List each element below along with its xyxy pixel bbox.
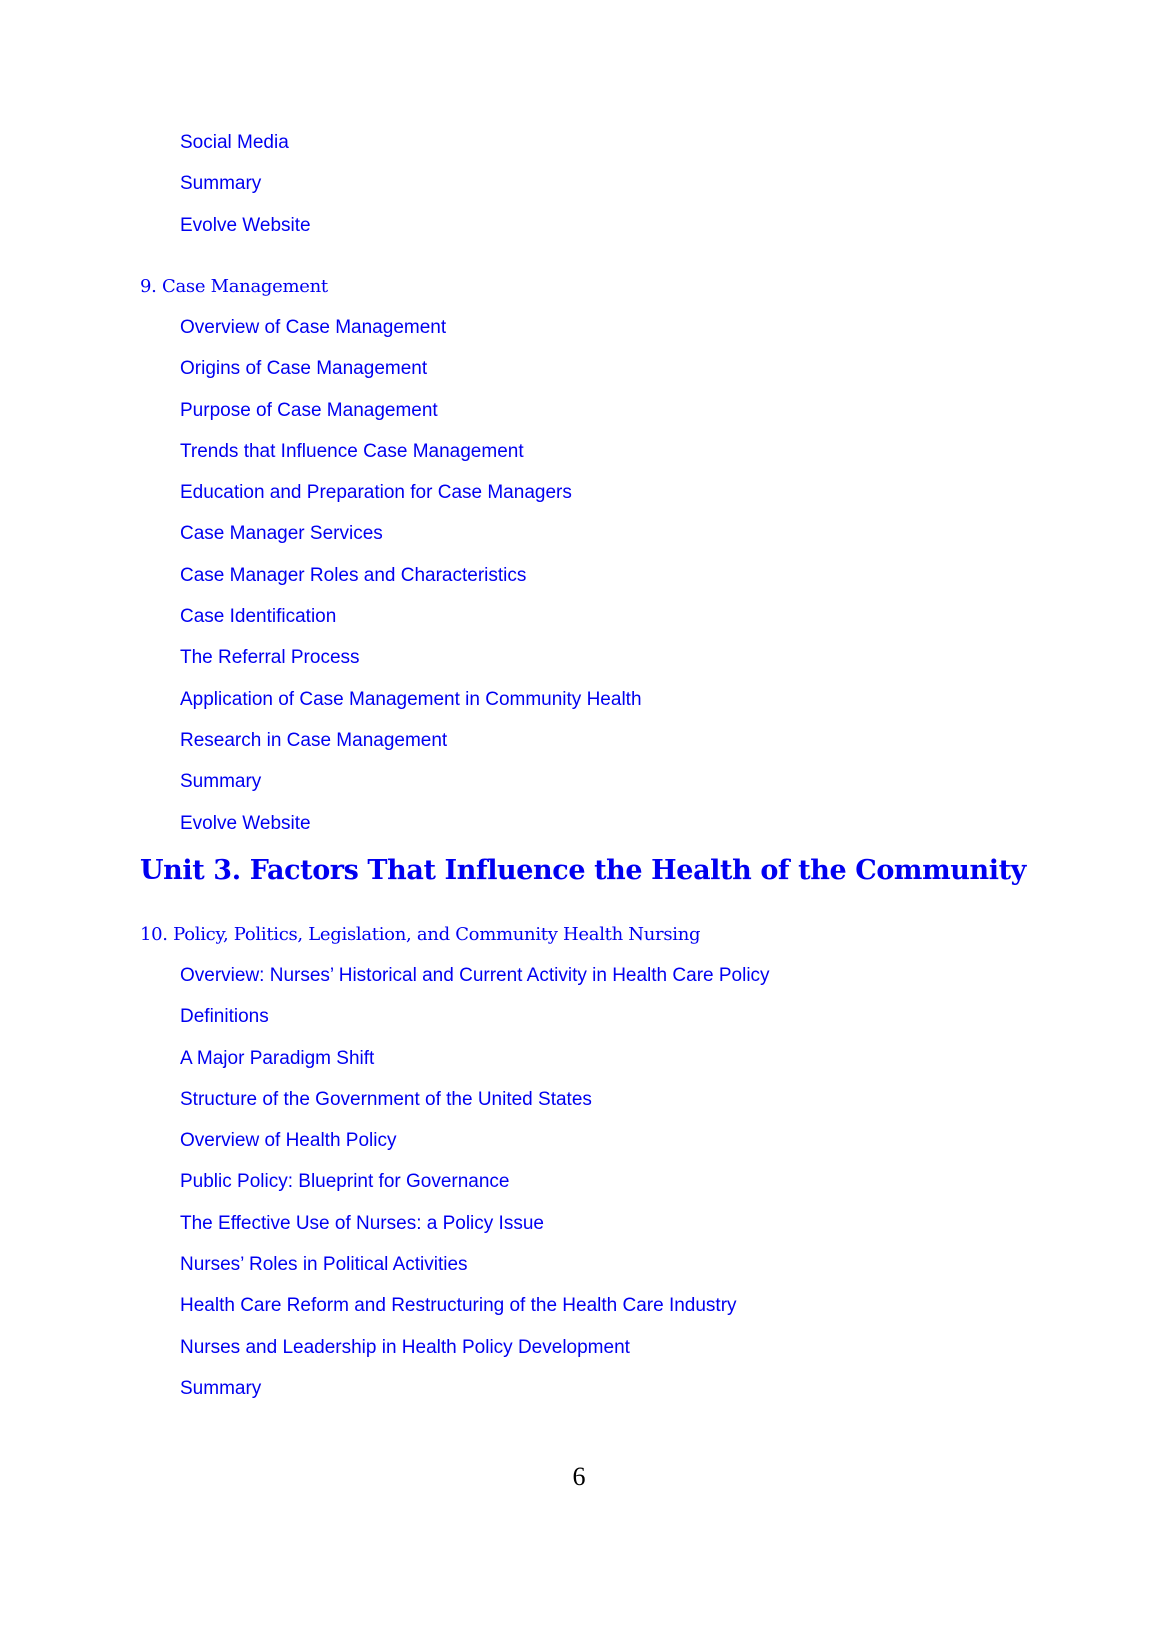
toc-link[interactable]: Health Care Reform and Restructuring of the Health Care Industry bbox=[180, 1295, 737, 1317]
toc-link[interactable]: Evolve Website bbox=[180, 812, 311, 834]
page-number: 6 bbox=[572, 1462, 586, 1491]
toc-link[interactable]: Education and Preparation for Case Managers bbox=[180, 482, 572, 504]
toc-link[interactable]: Overview: Nurses’ Historical and Current Activity in Health Care Policy bbox=[180, 965, 770, 986]
chapter-10-items bbox=[0, 955, 1158, 1409]
toc-link[interactable]: Trends that Influence Case Management bbox=[180, 440, 524, 462]
chapter-10-section bbox=[0, 914, 1158, 1409]
toc-link[interactable]: Research in Case Management bbox=[180, 729, 448, 751]
unit-3-section bbox=[0, 846, 1158, 896]
toc-link[interactable]: Case Identification bbox=[180, 606, 337, 628]
toc-link[interactable]: Application of Case Management in Community Health bbox=[180, 688, 642, 710]
toc-link[interactable]: Public Policy: Blueprint for Governance bbox=[180, 1171, 510, 1193]
chapter-9-link[interactable]: 9. Case Management bbox=[140, 276, 328, 297]
toc-link[interactable]: Origins of Case Management bbox=[180, 358, 428, 380]
toc-link[interactable]: Case Manager Services bbox=[180, 523, 383, 545]
toc-link[interactable]: Structure of the Government of the United States bbox=[180, 1088, 592, 1110]
toc-link[interactable]: A Major Paradigm Shift bbox=[180, 1047, 375, 1069]
toc-link[interactable]: Definitions bbox=[180, 1006, 269, 1028]
toc-link[interactable]: Case Manager Roles and Characteristics bbox=[180, 564, 527, 586]
toc-link[interactable]: Evolve Website bbox=[180, 214, 311, 236]
toc-link[interactable]: Social Media bbox=[180, 132, 289, 153]
toc-link[interactable]: The Effective Use of Nurses: a Policy Issue bbox=[180, 1212, 544, 1234]
chapter-9-items bbox=[0, 307, 1158, 844]
prev-chapter-items bbox=[0, 122, 1158, 246]
toc-link[interactable]: The Referral Process bbox=[180, 647, 360, 669]
toc-link[interactable]: Summary bbox=[180, 771, 262, 793]
toc-link[interactable]: Nurses’ Roles in Political Activities bbox=[180, 1254, 468, 1276]
chapter-9-section bbox=[0, 266, 1158, 844]
toc-link[interactable]: Nurses and Leadership in Health Policy Development bbox=[180, 1336, 630, 1358]
toc-link[interactable]: Summary bbox=[180, 1377, 262, 1399]
toc-link[interactable]: Overview of Health Policy bbox=[180, 1130, 397, 1152]
toc-link[interactable]: Purpose of Case Management bbox=[180, 399, 438, 421]
unit-3-heading[interactable]: Unit 3. Factors That Influence the Health of the Community bbox=[140, 855, 1026, 886]
chapter-10-link[interactable]: 10. Policy, Politics, Legislation, and Community Health Nursing bbox=[140, 924, 701, 945]
toc-link[interactable]: Overview of Case Management bbox=[180, 317, 447, 338]
toc-link[interactable]: Summary bbox=[180, 173, 262, 195]
